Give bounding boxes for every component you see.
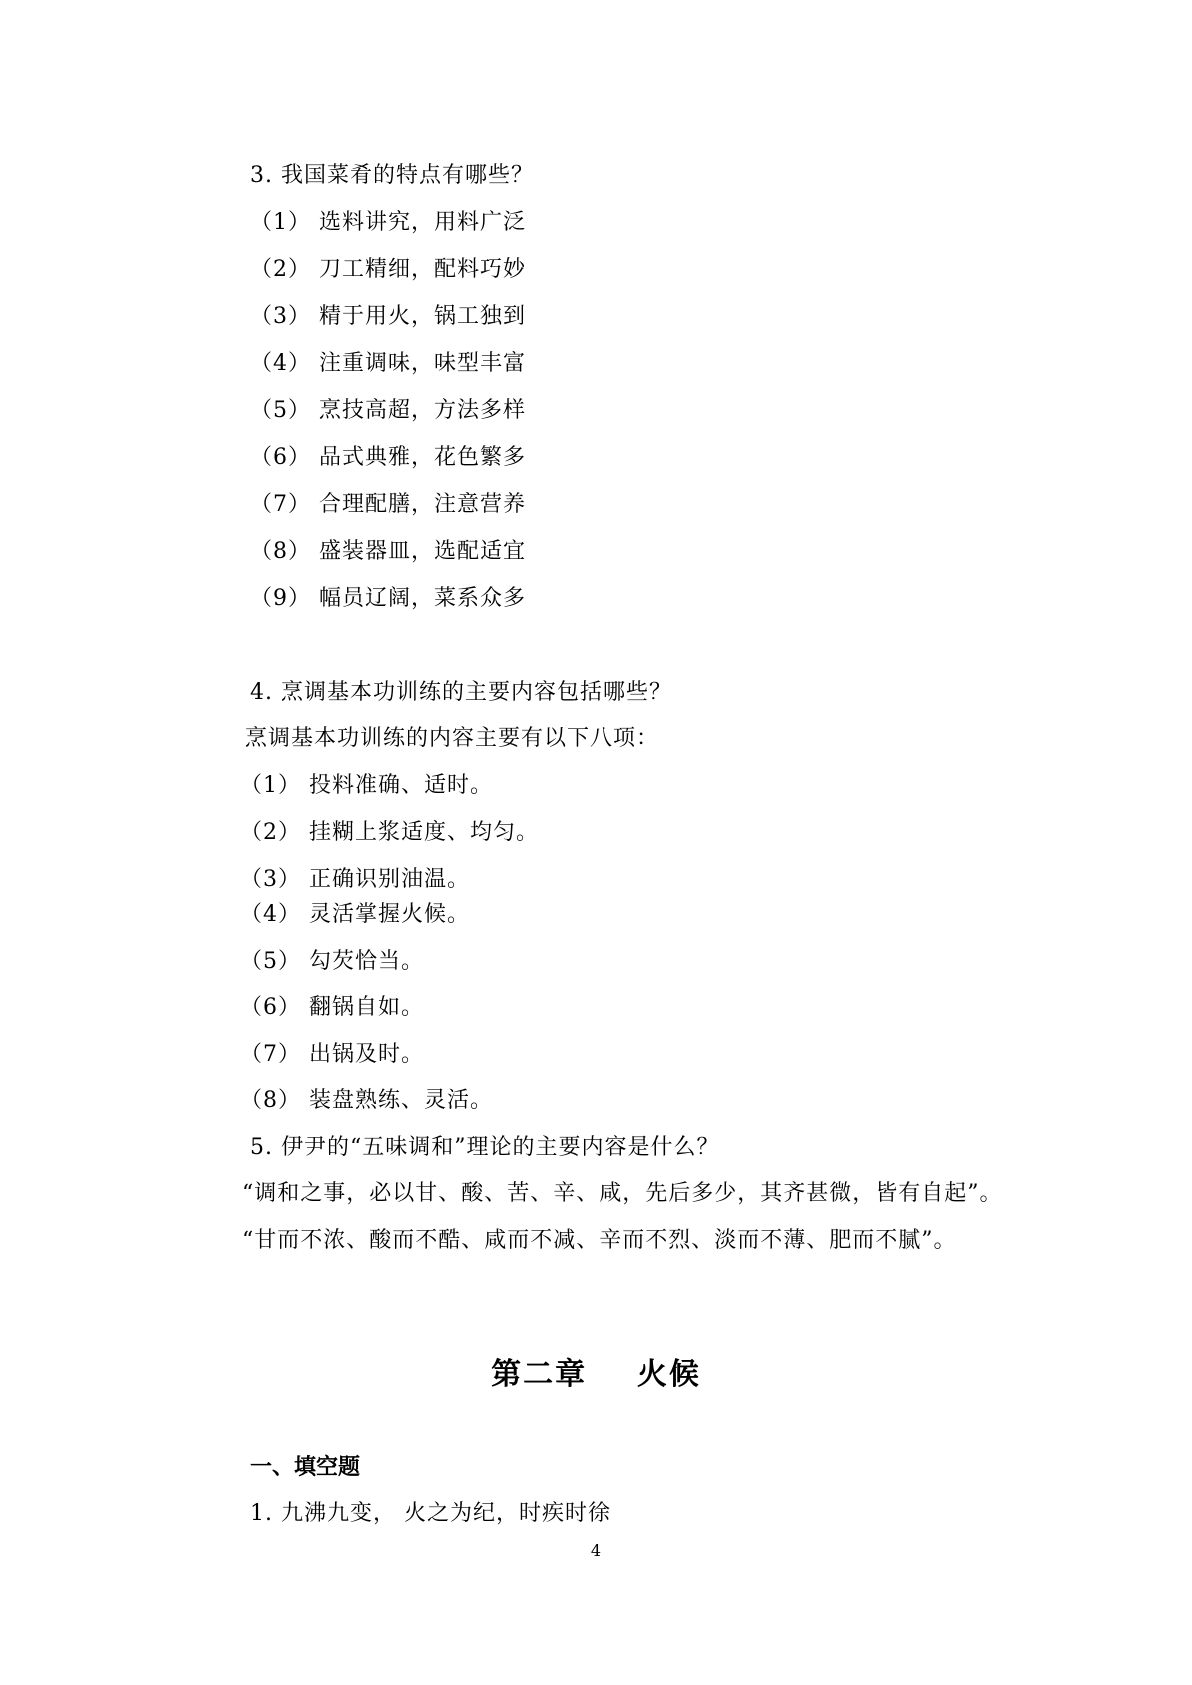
question-4: 4. 烹调基本功训练的主要内容包括哪些？ [250,680,672,705]
q5-answer-1: “调和之事，必以甘、酸、苦、辛、咸，先后多少，其齐甚微，皆有自起”。 [242,1181,1003,1206]
q3-item-9: （9） 幅员辽阔，菜系众多 [250,586,526,611]
q3-item-8: （8） 盛装器皿，选配适宜 [250,539,526,564]
section-title: 一、填空题 [250,1455,361,1480]
q4-item-3: （3） 正确识别油温。 [240,867,470,892]
page-number: 4 [590,1541,602,1560]
q4-item-7: （7） 出锅及时。 [240,1042,424,1067]
q3-item-1: （1） 选料讲究，用料广泛 [250,210,526,235]
q3-item-7: （7） 合理配膳，注意营养 [250,492,526,517]
fill-blank-1: 1. 九沸九变， 火之为纪，时疾时徐 [250,1501,611,1526]
q4-item-8: （8） 装盘熟练、灵活。 [240,1088,493,1113]
q4-intro: 烹调基本功训练的内容主要有以下八项： [245,726,660,751]
chapter-title: 第二章 火候 [491,1357,701,1392]
q5-answer-2: “甘而不浓、酸而不酷、咸而不减、辛而不烈、淡而不薄、肥而不腻”。 [242,1228,957,1253]
q3-item-5: （5） 烹技高超，方法多样 [250,398,526,423]
q4-item-5: （5） 勾芡恰当。 [240,949,424,974]
q3-item-4: （4） 注重调味，味型丰富 [250,351,526,376]
question-5: 5. 伊尹的“五味调和”理论的主要内容是什么？ [250,1135,720,1160]
q3-item-2: （2） 刀工精细，配料巧妙 [250,257,526,282]
q4-item-2: （2） 挂糊上浆适度、均匀。 [240,820,539,845]
q4-item-4: （4） 灵活掌握火候。 [240,902,470,927]
q3-item-3: （3） 精于用火，锅工独到 [250,304,526,329]
q3-item-6: （6） 品式典雅，花色繁多 [250,445,526,470]
q4-item-6: （6） 翻锅自如。 [240,995,424,1020]
question-3: 3. 我国菜肴的特点有哪些？ [250,163,534,188]
q4-item-1: （1） 投料准确、适时。 [240,773,493,798]
